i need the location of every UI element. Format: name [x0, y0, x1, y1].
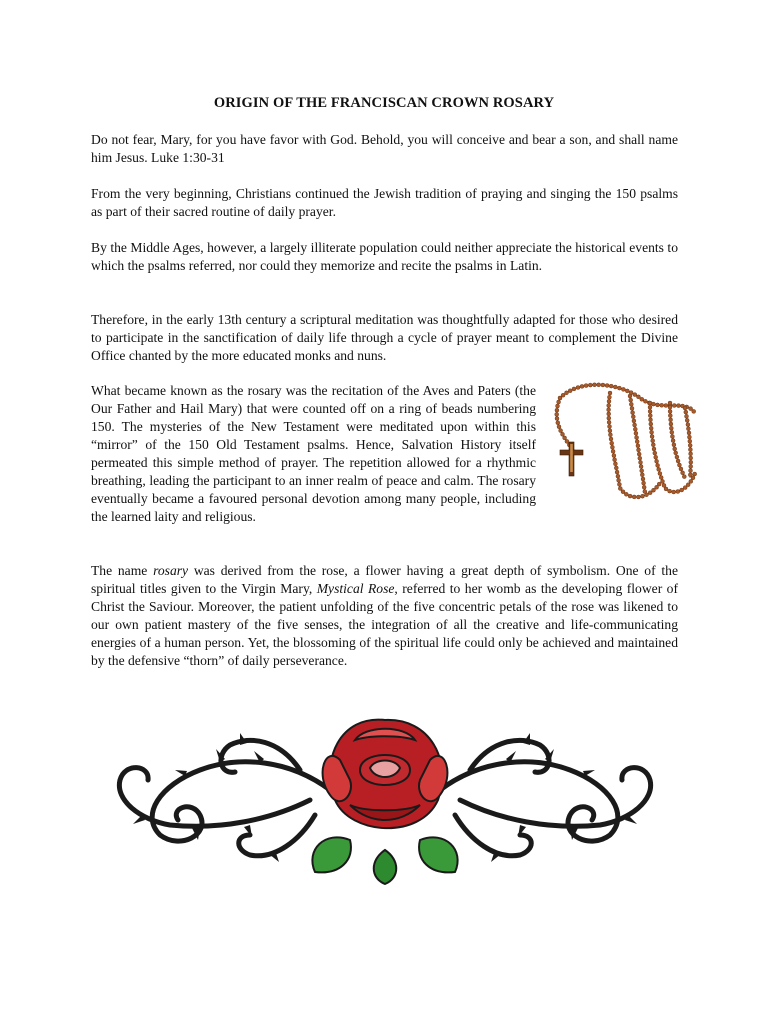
rosary-bead — [669, 418, 673, 422]
rosary-beads-image — [550, 378, 700, 508]
rosary-bead — [668, 405, 672, 409]
rosary-bead — [674, 451, 678, 455]
rosary-bead — [607, 404, 611, 408]
rosary-bead — [637, 452, 641, 456]
text-run: , referred to her womb as the developing flower of Christ the Saviour. Moreover, the patient unfolding of the five concentric petals of the rose was likened to our own patient mastery of the five senses, the integration of all the creative and life-communicating energies of a human person. Yet, the blossoming of the spiritual life could only be achieved and maintained by the defensive “thorn” of daily perseverance. — [91, 581, 678, 668]
rosary-bead — [677, 463, 681, 467]
rosary-bead — [607, 420, 611, 424]
rosary-bead — [633, 393, 637, 397]
rosary-bead — [555, 417, 559, 421]
rosary-bead — [597, 383, 601, 387]
rosary-bead — [607, 395, 611, 399]
rosary-bead — [628, 494, 632, 498]
rosary-bead — [651, 443, 655, 447]
rosary-bead — [584, 384, 588, 388]
rosary-bead — [617, 482, 621, 486]
rosary-bead — [643, 490, 647, 494]
rosary-bead — [557, 425, 561, 429]
rosary-bead — [588, 383, 592, 387]
rosary-bead — [669, 426, 673, 430]
rosary-bead — [605, 384, 609, 388]
rosary-bead — [648, 414, 652, 418]
rosary-bead — [638, 456, 642, 460]
rosary-bead — [614, 466, 618, 470]
rosary-bead — [689, 460, 693, 464]
rosary-bead — [689, 464, 693, 468]
rosary-bead — [652, 488, 656, 492]
rosary-bead — [687, 435, 691, 439]
rosary-bead — [685, 418, 689, 422]
rosary-bead — [621, 490, 625, 494]
rosary-bead — [692, 409, 696, 413]
rosary-bead — [580, 384, 584, 388]
rosary-bead — [661, 479, 665, 483]
rosary-bead — [613, 458, 617, 462]
rosary-bead — [612, 454, 616, 458]
rose-with-thorns-image — [100, 700, 670, 885]
rosary-bead — [653, 451, 657, 455]
rosary-bead — [617, 386, 621, 390]
rosary-bead — [642, 481, 646, 485]
rosary-bead — [650, 430, 654, 434]
rosary-bead — [655, 459, 659, 463]
rosary-bead — [629, 398, 633, 402]
rosary-bead — [652, 447, 656, 451]
rosary-bead — [608, 433, 612, 437]
rosary-bead-group — [555, 383, 697, 499]
rosary-bead — [676, 459, 680, 463]
rosary-bead — [680, 488, 684, 492]
rosary-bead — [683, 406, 687, 410]
rosary-bead — [689, 407, 693, 411]
rosary-bead — [689, 479, 693, 483]
paragraph-rosary-recitation: What became known as the rosary was the recitation of the Aves and Paters (the Our Father and Hail Mary) that were counted off on a ring of beads numbering 150. The mysteries of the New Testament were meditated upon within this “mirror” of the 150 Old Testament psalms. Hence, Salvation History itself permeated this simple method of prayer. The repetition allowed for a rhythmic breathing, leading the participant to an inner realm of peace and calm. The rosary eventually became a favoured personal devotion among many people, including the learned laity and religious. — [91, 383, 536, 524]
rosary-bead — [607, 412, 611, 416]
rosary-bead — [607, 399, 611, 403]
rosary-bead — [557, 400, 561, 404]
rosary-bead — [636, 444, 640, 448]
rosary-bead — [688, 439, 692, 443]
rosary-bead — [628, 394, 632, 398]
rosary-bead — [633, 423, 637, 427]
rosary-bead — [640, 397, 644, 401]
rosary-bead — [643, 399, 647, 403]
rosary-bead — [636, 395, 640, 399]
rosary-bead — [613, 462, 617, 466]
rosary-bead — [671, 439, 675, 443]
paragraph-psalms-tradition: From the very beginning, Christians continued the Jewish tradition of praying and singing the 150 psalms as part of their sacred routine of daily prayer. — [91, 186, 678, 219]
rosary-bead — [608, 429, 612, 433]
rosary-bead — [640, 473, 644, 477]
rosary-bead — [648, 409, 652, 413]
rosary-bead — [555, 412, 559, 416]
paragraph-13th-century: Therefore, in the early 13th century a scriptural meditation was thoughtfully adapted for those who desired to participate in the sanctification of daily life through a cycle of prayer meant to complement the Divine Office chanted by the more educated monks and nuns. — [91, 312, 678, 363]
rosary-bead — [670, 430, 674, 434]
text-run: was derived from the rose, a flower having a great depth of symbolism. One of the spiritual titles given to the Virgin Mary, — [91, 563, 678, 596]
rosary-bead — [558, 396, 562, 400]
rosary-bead — [679, 467, 683, 471]
rosary-bead — [689, 469, 693, 473]
rosary-bead — [649, 418, 653, 422]
scripture-quote-paragraph: Do not fear, Mary, for you have favor with God. Behold, you will conceive and bear a son, and shall name him Jesus. Luke 1:30-31 — [91, 132, 678, 165]
rosary-bead — [649, 426, 653, 430]
rosary-bead — [561, 393, 565, 397]
rosary-bead — [668, 414, 672, 418]
rosary-bead — [618, 487, 622, 491]
rosary-bead — [610, 441, 614, 445]
rosary-bead — [608, 425, 612, 429]
rosary-bead — [631, 415, 635, 419]
rosary-bead — [635, 436, 639, 440]
rosary-bead — [648, 405, 652, 409]
rosary-bead — [677, 404, 681, 408]
rosary-bead — [637, 448, 641, 452]
rosary-bead — [686, 423, 690, 427]
rosary-bead — [593, 383, 597, 387]
rosary-bead — [672, 490, 676, 494]
rosary-bead — [689, 456, 693, 460]
rosary-bead — [609, 437, 613, 441]
rosary-bead — [639, 460, 643, 464]
rosary-bead — [682, 475, 686, 479]
rosary-bead — [630, 406, 634, 410]
rosary-bead — [640, 469, 644, 473]
rosary-bead — [635, 440, 639, 444]
rosary-bead — [693, 472, 697, 476]
paragraph-middle-ages: By the Middle Ages, however, a largely illiterate population could neither appreciate the historical events to which the psalms referred, nor could they memorize and recite the psalms in Latin. — [91, 240, 678, 273]
rosary-bead — [687, 431, 691, 435]
rosary-bead — [636, 495, 640, 499]
rosary-bead — [576, 386, 580, 390]
rosary-bead — [556, 421, 560, 425]
rose-leaves — [312, 837, 457, 884]
rosary-bead — [607, 416, 611, 420]
rosary-bead — [686, 427, 690, 431]
rosary-bead — [657, 467, 661, 471]
rosary-bead — [668, 489, 672, 493]
rosary-bead — [556, 404, 560, 408]
page-title: ORIGIN OF THE FRANCISCAN CROWN ROSARY — [213, 95, 555, 111]
rosary-bead — [664, 404, 668, 408]
rosary-bead — [681, 471, 685, 475]
rosary-bead — [617, 478, 621, 482]
rosary-bead — [648, 401, 652, 405]
rosary-bead — [657, 482, 661, 486]
rosary-bead — [631, 411, 635, 415]
rosary-bead — [650, 435, 654, 439]
rosary-bead — [613, 385, 617, 389]
rosary-bead — [676, 490, 680, 494]
rosary-bead — [632, 495, 636, 499]
rosary-bead — [633, 427, 637, 431]
rosary-bead — [625, 389, 629, 393]
rosary-bead — [559, 429, 563, 433]
rosary-bead — [555, 408, 559, 412]
rosary-bead — [568, 389, 572, 393]
rosary-bead — [601, 383, 605, 387]
rosary-bead — [668, 401, 672, 405]
text-run: The name — [91, 563, 154, 578]
rosary-bead — [672, 443, 676, 447]
rosary-bead — [649, 422, 653, 426]
rosary-bead — [654, 455, 658, 459]
rosary-bead — [608, 391, 612, 395]
rosary-bead — [688, 448, 692, 452]
rosary-bead — [685, 414, 689, 418]
rosary-bead — [684, 410, 688, 414]
rosary-bead — [659, 476, 663, 480]
rosary-bead — [670, 435, 674, 439]
rosary-bead — [689, 452, 693, 456]
rosary-bead — [609, 384, 613, 388]
rosary-bead — [563, 436, 567, 440]
rosary-bead — [658, 472, 662, 476]
rosary-bead — [634, 431, 638, 435]
rosary-bead — [688, 443, 692, 447]
rosary-bead — [669, 422, 673, 426]
rosary-bead — [642, 485, 646, 489]
rosary-bead — [641, 494, 645, 498]
rosary-bead — [664, 487, 668, 491]
rosary-bead — [565, 439, 569, 443]
rosary-bead — [629, 402, 633, 406]
rosary-bead — [639, 465, 643, 469]
rosary-bead — [632, 419, 636, 423]
rosary-bead — [561, 432, 565, 436]
rosary-bead — [673, 447, 677, 451]
rosary-bead — [616, 474, 620, 478]
paragraph-rose-symbolism — [91, 562, 678, 670]
rosary-bead — [686, 483, 690, 487]
rosary-bead — [624, 492, 628, 496]
rose-flower-icon — [323, 720, 448, 829]
rosary-bead — [621, 387, 625, 391]
rosary-bead — [656, 403, 660, 407]
rosary-bead — [688, 473, 692, 477]
rosary-bead — [641, 477, 645, 481]
crucifix-icon — [560, 442, 583, 476]
rosary-bead — [565, 391, 569, 395]
rosary-bead — [611, 449, 615, 453]
rosary-bead — [675, 455, 679, 459]
rosary-bead — [668, 409, 672, 413]
rosary-bead — [607, 408, 611, 412]
rosary-bead — [610, 445, 614, 449]
italic-mystical-rose: Mystical Rose — [316, 581, 395, 596]
italic-rosary: rosary — [153, 563, 189, 578]
rosary-bead — [672, 404, 676, 408]
rosary-bead — [660, 403, 664, 407]
rosary-bead — [656, 463, 660, 467]
rosary-bead — [615, 470, 619, 474]
rosary-bead — [651, 439, 655, 443]
rosary-bead — [572, 387, 576, 391]
